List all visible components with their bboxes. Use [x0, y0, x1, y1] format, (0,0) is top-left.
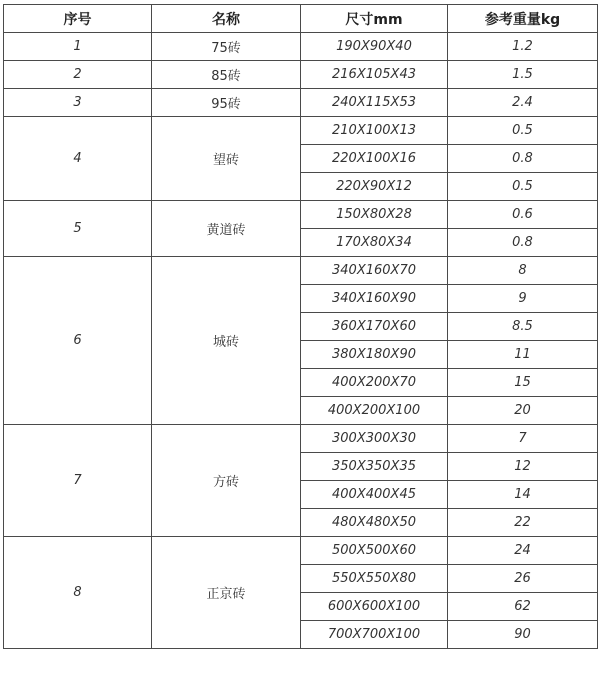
- table-body: [4, 33, 598, 649]
- table-row: [4, 61, 598, 89]
- cell-size: 220X100X16: [301, 145, 448, 173]
- cell-name: 正京砖: [152, 537, 301, 649]
- cell-weight: 26: [448, 565, 598, 593]
- cell-number: 8: [4, 537, 152, 649]
- header-number: 序号: [4, 5, 152, 33]
- table-row: [4, 89, 598, 117]
- table-row: [4, 537, 598, 565]
- header-row: [4, 5, 598, 33]
- cell-weight: 0.5: [448, 117, 598, 145]
- cell-size: 360X170X60: [301, 313, 448, 341]
- cell-weight: 14: [448, 481, 598, 509]
- cell-size: 190X90X40: [301, 33, 448, 61]
- cell-size: 216X105X43: [301, 61, 448, 89]
- cell-size: 220X90X12: [301, 173, 448, 201]
- cell-number: 7: [4, 425, 152, 537]
- cell-weight: 0.5: [448, 173, 598, 201]
- cell-weight: 15: [448, 369, 598, 397]
- cell-size: 380X180X90: [301, 341, 448, 369]
- table-row: [4, 33, 598, 61]
- cell-weight: 1.2: [448, 33, 598, 61]
- cell-size: 340X160X70: [301, 257, 448, 285]
- cell-number: 2: [4, 61, 152, 89]
- cell-size: 340X160X90: [301, 285, 448, 313]
- cell-size: 350X350X35: [301, 453, 448, 481]
- cell-size: 210X100X13: [301, 117, 448, 145]
- table-row: [4, 117, 598, 145]
- cell-weight: 7: [448, 425, 598, 453]
- cell-weight: 9: [448, 285, 598, 313]
- cell-weight: 24: [448, 537, 598, 565]
- cell-size: 480X480X50: [301, 509, 448, 537]
- cell-weight: 8.5: [448, 313, 598, 341]
- cell-weight: 11: [448, 341, 598, 369]
- cell-size: 400X200X70: [301, 369, 448, 397]
- cell-size: 400X400X45: [301, 481, 448, 509]
- cell-weight: 0.8: [448, 229, 598, 257]
- cell-size: 700X700X100: [301, 621, 448, 649]
- cell-weight: 20: [448, 397, 598, 425]
- table-row: [4, 257, 598, 285]
- cell-weight: 0.6: [448, 201, 598, 229]
- cell-name: 95砖: [152, 89, 301, 117]
- cell-weight: 22: [448, 509, 598, 537]
- brick-spec-table: [3, 4, 598, 649]
- header-size: 尺寸mm: [301, 5, 448, 33]
- table-row: [4, 201, 598, 229]
- cell-name: 75砖: [152, 33, 301, 61]
- header-weight: 参考重量kg: [448, 5, 598, 33]
- cell-size: 500X500X60: [301, 537, 448, 565]
- cell-name: 方砖: [152, 425, 301, 537]
- cell-size: 400X200X100: [301, 397, 448, 425]
- cell-number: 5: [4, 201, 152, 257]
- cell-size: 170X80X34: [301, 229, 448, 257]
- cell-number: 4: [4, 117, 152, 201]
- table-row: [4, 425, 598, 453]
- cell-weight: 1.5: [448, 61, 598, 89]
- cell-size: 600X600X100: [301, 593, 448, 621]
- cell-name: 黄道砖: [152, 201, 301, 257]
- cell-weight: 12: [448, 453, 598, 481]
- cell-weight: 2.4: [448, 89, 598, 117]
- cell-size: 550X550X80: [301, 565, 448, 593]
- cell-name: 城砖: [152, 257, 301, 425]
- cell-size: 300X300X30: [301, 425, 448, 453]
- cell-number: 1: [4, 33, 152, 61]
- cell-name: 85砖: [152, 61, 301, 89]
- cell-size: 150X80X28: [301, 201, 448, 229]
- cell-weight: 90: [448, 621, 598, 649]
- cell-weight: 8: [448, 257, 598, 285]
- cell-number: 3: [4, 89, 152, 117]
- cell-weight: 62: [448, 593, 598, 621]
- header-name: 名称: [152, 5, 301, 33]
- cell-name: 望砖: [152, 117, 301, 201]
- cell-size: 240X115X53: [301, 89, 448, 117]
- cell-number: 6: [4, 257, 152, 425]
- cell-weight: 0.8: [448, 145, 598, 173]
